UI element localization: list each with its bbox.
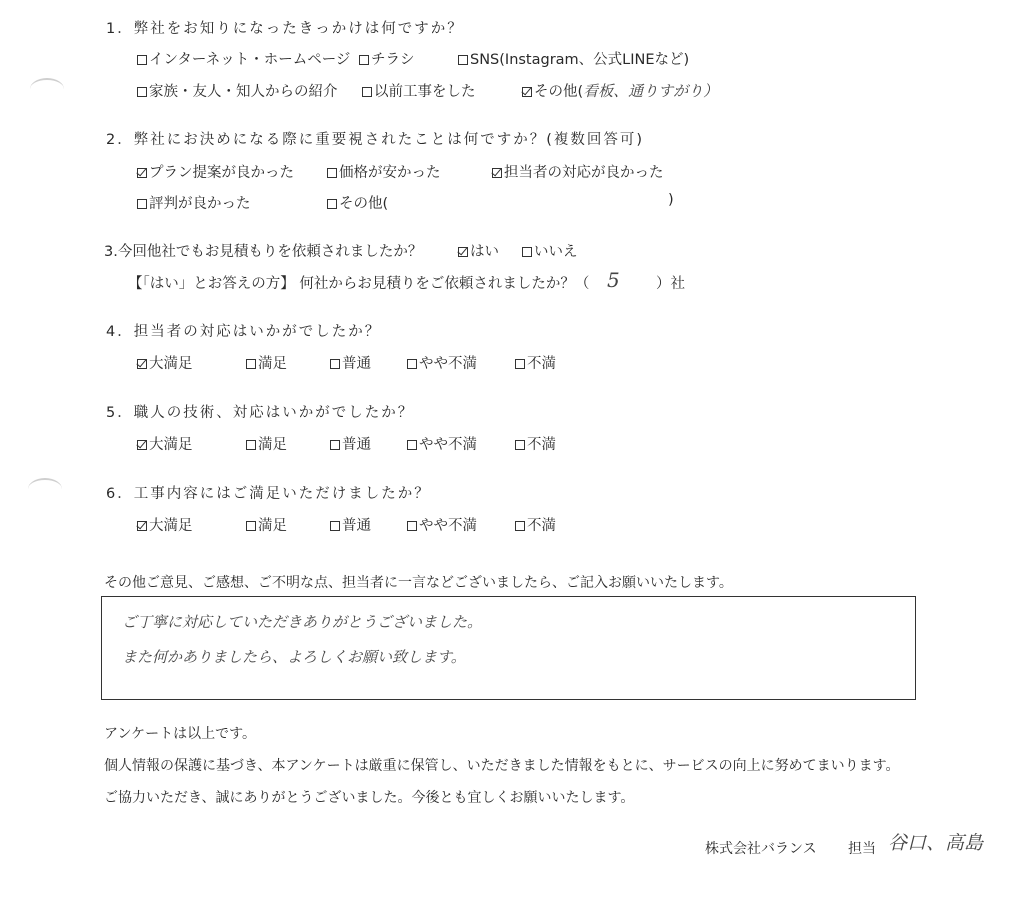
comment-box[interactable]	[101, 596, 916, 700]
q4-option-neutral[interactable]: 普通	[330, 352, 371, 373]
q1-other-checkbox[interactable]	[522, 87, 532, 97]
q6-option-satisfied[interactable]: 満足	[246, 514, 287, 535]
q2-reputation-checkbox[interactable]	[137, 199, 147, 209]
q1-other-handwritten: 看板、通りすがり）	[583, 82, 719, 100]
q6-neutral-checkbox[interactable]	[330, 521, 340, 531]
q5-neutral-checkbox[interactable]	[330, 440, 340, 450]
q5-satisfied-checkbox[interactable]	[246, 440, 256, 450]
q4-option-very-satisfied[interactable]: 大満足	[137, 352, 193, 373]
q4-option-satisfied[interactable]: 満足	[246, 352, 287, 373]
q2-option-price[interactable]: 価格が安かった	[327, 161, 441, 182]
q2-option-staff[interactable]: 担当者の対応が良かった	[492, 161, 664, 182]
company-name: 株式会社バランス	[705, 841, 817, 857]
q6-option-very-satisfied[interactable]: 大満足	[137, 514, 193, 535]
q1-option-internet[interactable]: インターネット・ホームページ	[137, 48, 350, 69]
q2-option-other[interactable]: その他(	[327, 192, 388, 213]
question-6-text: 6．工事内容にはご満足いただけましたか？	[106, 486, 431, 502]
staff-names-handwritten: 谷口、高島	[888, 832, 984, 854]
punch-hole-mark-top	[30, 78, 64, 100]
q5-option-dissatisfied[interactable]: 不満	[515, 433, 556, 454]
q2-option-plan[interactable]: プラン提案が良かった	[137, 161, 294, 182]
q1-option-previous-work[interactable]: 以前工事をした	[362, 80, 476, 101]
comment-line-2: また何かありましたら、よろしくお願い致します。	[122, 648, 466, 666]
q2-other-checkbox[interactable]	[327, 199, 337, 209]
q5-somewhat-dissatisfied-checkbox[interactable]	[407, 440, 417, 450]
q6-very-satisfied-checkbox[interactable]	[137, 521, 147, 531]
q1-option-other[interactable]: その他(看板、通りすがり）	[522, 80, 718, 101]
q3-yes-checkbox[interactable]	[458, 247, 468, 257]
footer-line-3: ご協力いただき、誠にありがとうございました。今後とも宜しくお願いいたします。	[104, 790, 635, 806]
q4-neutral-checkbox[interactable]	[330, 359, 340, 369]
q5-option-very-satisfied[interactable]: 大満足	[137, 433, 193, 454]
q4-option-somewhat-dissatisfied[interactable]: やや不満	[407, 352, 477, 373]
q6-dissatisfied-checkbox[interactable]	[515, 521, 525, 531]
question-1-text: 1．弊社をお知りになったきっかけは何ですか？	[106, 21, 464, 37]
q5-very-satisfied-checkbox[interactable]	[137, 440, 147, 450]
q5-option-somewhat-dissatisfied[interactable]: やや不満	[407, 433, 477, 454]
q3-sub-question: 【「はい」とお答えの方】 何社からお見積りをご依頼されましたか？（	[128, 276, 590, 292]
q4-somewhat-dissatisfied-checkbox[interactable]	[407, 359, 417, 369]
question-5-text: 5．職人の技術、対応はいかがでしたか？	[106, 405, 415, 421]
q5-option-neutral[interactable]: 普通	[330, 433, 371, 454]
q1-option-flyer[interactable]: チラシ	[359, 48, 415, 69]
question-4-text: 4．担当者の対応はいかがでしたか？	[106, 324, 382, 340]
q3-option-no[interactable]: いいえ	[522, 240, 578, 261]
footer-line-2: 個人情報の保護に基づき、本アンケートは厳重に保管し、いただきました情報をもとに、サービスの向上に努めてまいります。	[104, 758, 900, 774]
q1-referral-checkbox[interactable]	[137, 87, 147, 97]
q2-other-close-paren: )	[668, 192, 674, 208]
q2-option-reputation[interactable]: 評判が良かった	[137, 192, 251, 213]
q4-dissatisfied-checkbox[interactable]	[515, 359, 525, 369]
q6-option-neutral[interactable]: 普通	[330, 514, 371, 535]
q1-sns-checkbox[interactable]	[458, 55, 468, 65]
q3-company-count[interactable]: 5	[607, 268, 620, 292]
q5-option-satisfied[interactable]: 満足	[246, 433, 287, 454]
q3-no-checkbox[interactable]	[522, 247, 532, 257]
q5-dissatisfied-checkbox[interactable]	[515, 440, 525, 450]
q1-option-sns[interactable]: SNS(Instagram、公式LINEなど)	[458, 48, 689, 69]
q4-option-dissatisfied[interactable]: 不満	[515, 352, 556, 373]
q1-flyer-checkbox[interactable]	[359, 55, 369, 65]
q1-internet-checkbox[interactable]	[137, 55, 147, 65]
q6-somewhat-dissatisfied-checkbox[interactable]	[407, 521, 417, 531]
q4-very-satisfied-checkbox[interactable]	[137, 359, 147, 369]
q4-satisfied-checkbox[interactable]	[246, 359, 256, 369]
staff-label: 担当	[848, 841, 876, 857]
q2-price-checkbox[interactable]	[327, 168, 337, 178]
q3-sub-suffix: ）社	[656, 276, 685, 292]
footer-line-1: アンケートは以上です。	[104, 726, 257, 742]
q6-satisfied-checkbox[interactable]	[246, 521, 256, 531]
q2-plan-checkbox[interactable]	[137, 168, 147, 178]
question-2-text: 2．弊社にお決めになる際に重要視されたことは何ですか？(複数回答可)	[106, 132, 645, 148]
q6-option-dissatisfied[interactable]: 不満	[515, 514, 556, 535]
q1-previous-work-checkbox[interactable]	[362, 87, 372, 97]
comment-line-1: ご丁寧に対応していただきありがとうございました。	[122, 613, 483, 631]
question-3-text: 3.今回他社でもお見積もりを依頼されましたか？	[104, 244, 423, 260]
q6-option-somewhat-dissatisfied[interactable]: やや不満	[407, 514, 477, 535]
q1-option-referral[interactable]: 家族・友人・知人からの紹介	[137, 80, 338, 101]
q2-staff-checkbox[interactable]	[492, 168, 502, 178]
comment-prompt: その他ご意見、ご感想、ご不明な点、担当者に一言などございましたら、ご記入お願いいたします。	[104, 575, 733, 591]
punch-hole-mark-bottom	[28, 478, 62, 500]
q3-option-yes[interactable]: はい	[458, 240, 499, 261]
